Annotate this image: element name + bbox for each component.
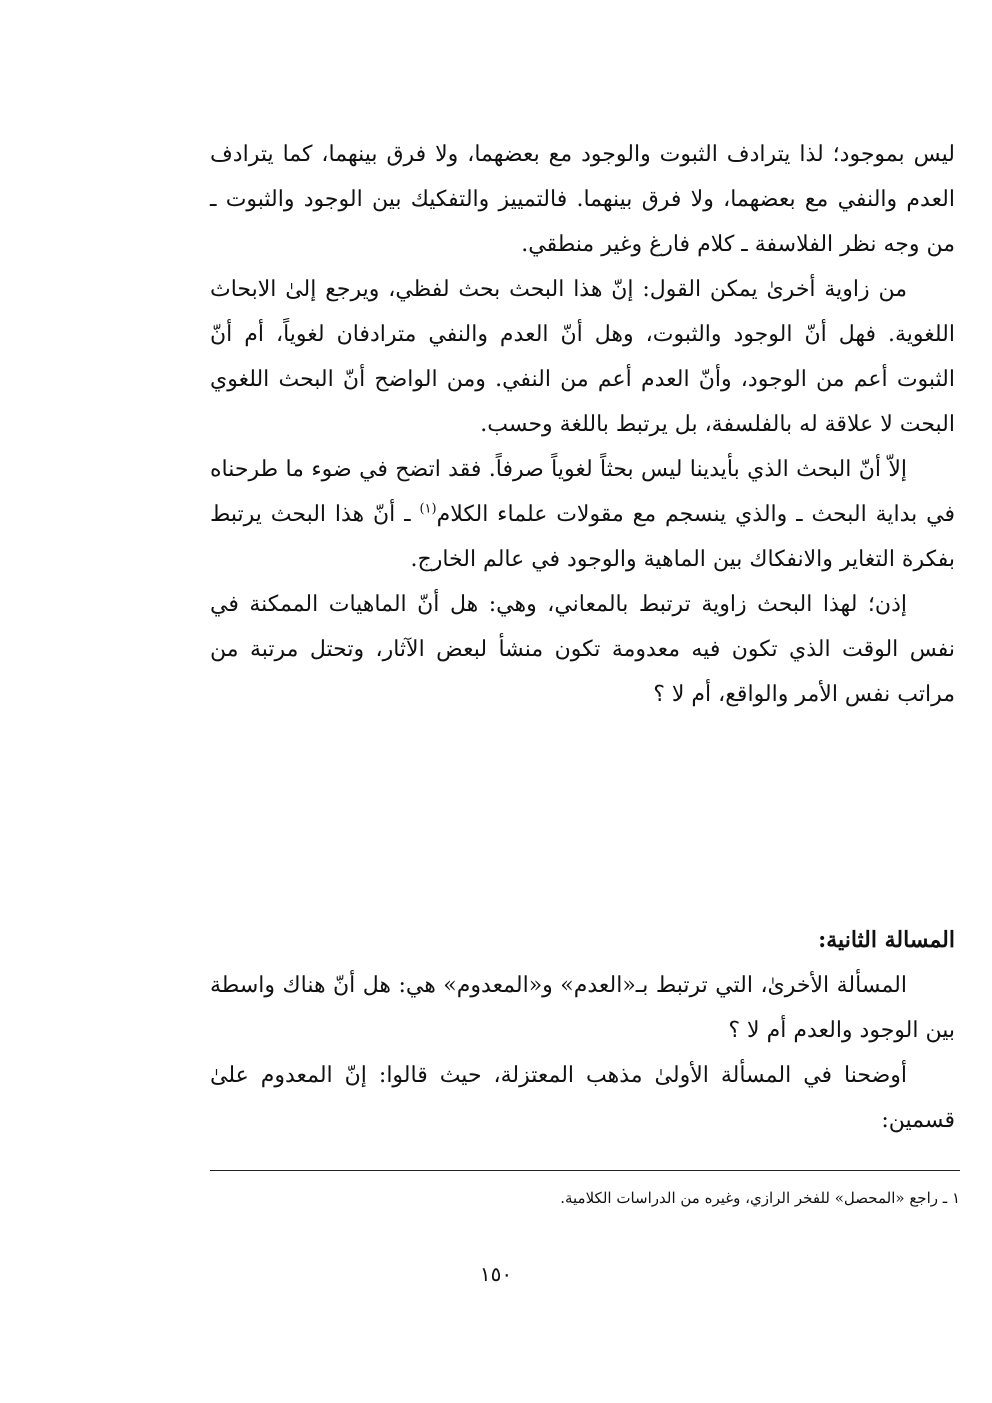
footnote-divider xyxy=(210,1170,960,1171)
paragraph-2: من زاوية أخرىٰ يمكن القول: إنّ هذا البحث بحث لفظي، ويرجع إلىٰ الابحاث اللغوية. فهل أنّ الوجود والثبوت، وهل أنّ العدم والنفي مترادفان لغوياً، أم أنّ الثبوت أعم من الوجود، وأنّ العدم أعم من النفي. ومن الواضح أنّ البحث اللغوي البحت لا علاقة له بالفلسفة، بل يرتبط باللغة وحسب. xyxy=(210,277,955,437)
footnote-reference: (١) xyxy=(419,501,437,517)
paragraph-3 xyxy=(210,447,955,582)
paragraph-4: إذن؛ لهذا البحث زاوية ترتبط بالمعاني، وهي: هل أنّ الماهيات الممكنة في نفس الوقت الذي تكون فيه معدومة تكون منشأ لبعض الآثار، وتحتل مرتبة من مراتب نفس الأمر والواقع، أم لا ؟ xyxy=(210,592,955,707)
body-text-top xyxy=(210,132,955,717)
page-number: ١٥٠ xyxy=(479,1262,513,1286)
paragraph-3-text-before: إلاّ أنّ البحث الذي بأيدينا ليس بحثاً لغوياً صرفاً. فقد اتضح في ضوء ما طرحناه في بداية البحث ـ والذي ينسجم مع مقولات علماء الكلام xyxy=(210,457,955,527)
body-text-bottom xyxy=(210,918,955,1143)
paragraph-3-text-after: ـ أنّ هذا البحث يرتبط بفكرة التغاير والانفكاك بين الماهية والوجود في عالم الخارج. xyxy=(210,502,955,572)
footnote: ١ ـ راجع «المحصل» للفخر الرازي، وغيره من الدراسات الكلامية. xyxy=(560,1189,960,1207)
section-heading: المسالة الثانية: xyxy=(818,927,955,953)
paragraph-6: أوضحنا في المسألة الأولىٰ مذهب المعتزلة، حيث قالوا: إنّ المعدوم علىٰ قسمين: xyxy=(210,1063,955,1133)
paragraph-1: ليس بموجود؛ لذا يترادف الثبوت والوجود مع بعضهما، ولا فرق بينهما، كما يترادف العدم والنفي مع بعضهما، ولا فرق بينهما. فالتمييز والتفكيك بين الوجود والثبوت ـ من وجه نظر الفلاسفة ـ كلام فارغ وغير منطقي. xyxy=(210,142,955,257)
paragraph-5: المسألة الأخرىٰ، التي ترتبط بـ«العدم» و«المعدوم» هي: هل أنّ هناك واسطة بين الوجود والعدم أم لا ؟ xyxy=(210,973,955,1043)
